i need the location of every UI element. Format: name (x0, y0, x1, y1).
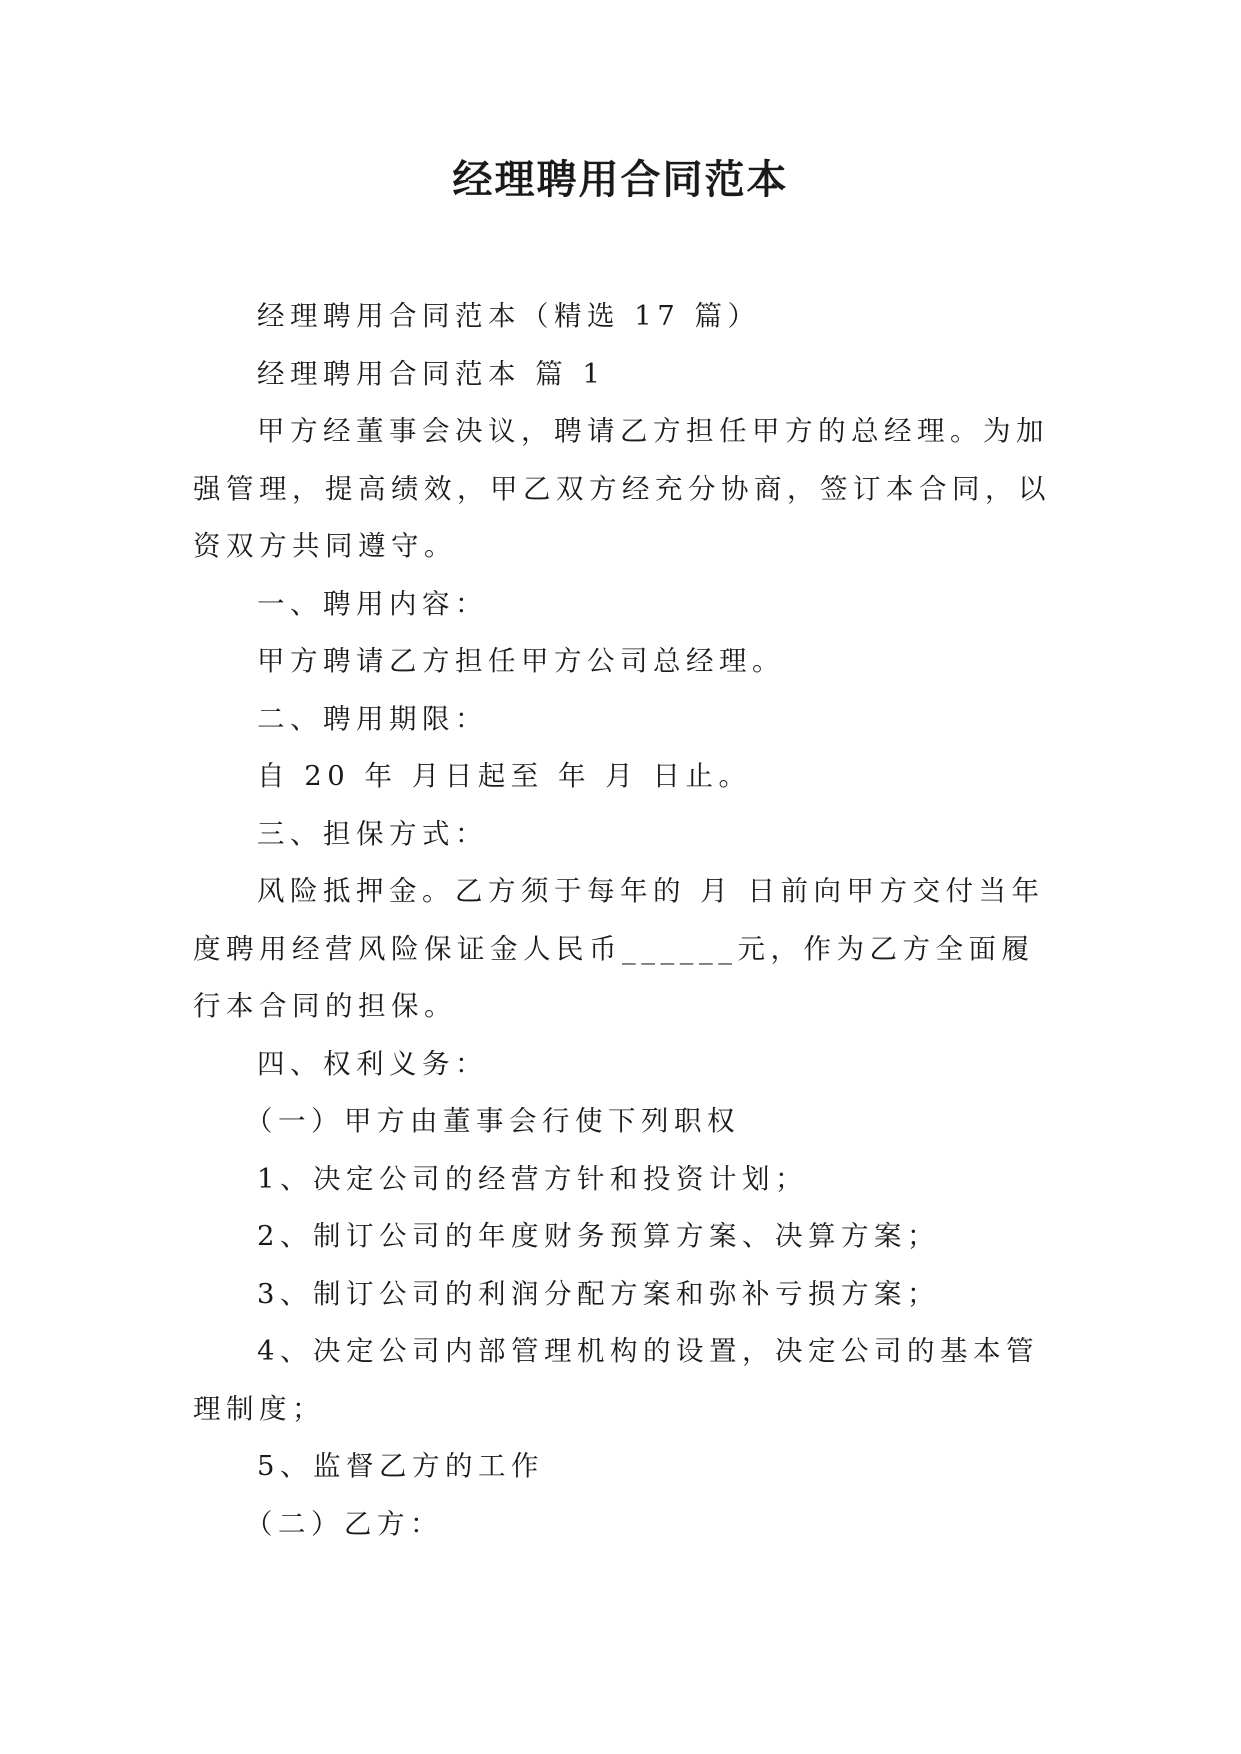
paragraph-party-a-heading: （一）甲方由董事会行使下列职权 (245, 1105, 740, 1137)
paragraph-item-1: 1、决定公司的经营方针和投资计划； (257, 1162, 808, 1195)
paragraph-heading-rights: 四、权利义务： (257, 1047, 488, 1080)
paragraph-subtitle: 经理聘用合同范本（精选 17 篇） (257, 300, 761, 332)
paragraph-heading-content: 一、聘用内容： (257, 587, 488, 620)
paragraph-term: 自 20 年 月日起至 年 月 日止。 (257, 760, 752, 792)
paragraph-intro: 甲方经董事会决议，聘请乙方担任甲方的总经理。为加强管理，提高绩效，甲乙双方经充分协商，签订本合同，以资双方共同遵守。 (193, 415, 1051, 562)
document-body (193, 288, 1053, 1553)
paragraph-content: 甲方聘请乙方担任甲方公司总经理。 (257, 645, 785, 677)
paragraph-item-4: 4、决定公司内部管理机构的设置，决定公司的基本管理制度； (193, 1335, 1039, 1425)
document-title: 经理聘用合同范本 (452, 157, 789, 203)
paragraph-item-2: 2、制订公司的年度财务预算方案、决算方案； (257, 1220, 940, 1252)
paragraph-item-3: 3、制订公司的利润分配方案和弥补亏损方案； (257, 1277, 940, 1310)
paragraph-guarantee: 风险抵押金。乙方须于每年的 月 日前向甲方交付当年度聘用经营风险保证金人民币______元，作为乙方全面履行本合同的担保。 (193, 875, 1045, 1022)
paragraph-heading-term: 二、聘用期限： (257, 702, 488, 735)
paragraph-item-5: 5、监督乙方的工作 (257, 1450, 544, 1482)
paragraph-section-heading: 经理聘用合同范本 篇 1 (257, 357, 606, 390)
paragraph-party-b-heading: （二）乙方： (245, 1507, 443, 1540)
paragraph-heading-guarantee: 三、担保方式： (257, 817, 488, 850)
